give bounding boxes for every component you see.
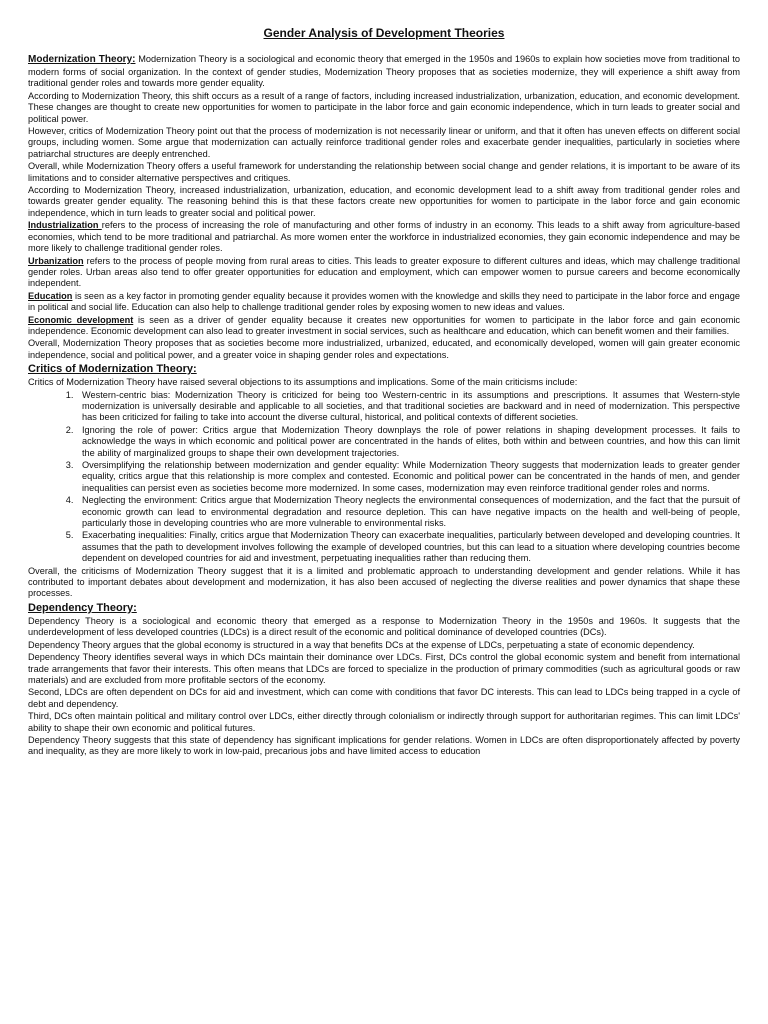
modernization-intro-paragraph [28,53,740,90]
list-item: 1. Western-centric bias: Modernization Theory is criticized for being too Western-centric in its assumptions and prescriptions. It assumes that Western-style modernization is universally desirable and applicable to all societies, and that traditional societies are backward and in need of modernization. This perspective has been criticized for failing to take into account the diverse cultural, historical, and political contexts of different societies. [76,390,740,424]
economic-development-term: Economic development [28,314,134,325]
industrialization-text: refers to the process of increasing the role of manufacturing and other forms of industry in an economy. This leads to a shift away from agriculture-based economies, which tend to be more traditional and patriarchal. As more women enter the workforce in industrialized economies, they gain economic independence and may be more likely to challenge traditional gender roles. [28,220,740,254]
critics-list [28,390,740,565]
paragraph: Dependency Theory argues that the global economy is structured in a way that benefits DCs at the expense of LDCs, perpetuating a state of economic dependency. [28,639,695,650]
modernization-heading: Modernization Theory: [28,54,136,65]
list-item: 4. Neglecting the environment: Critics argue that Modernization Theory neglects the environmental consequences of modernization, and the fact that the pursuit of economic growth can lead to environmental degradation and resource depletion. This can have negative impacts on the health and well-being of people, particularly those in developing countries who are more vulnerable to environmental risks. [76,495,740,529]
document-title: Gender Analysis of Development Theories [263,26,505,40]
paragraph: Second, LDCs are often dependent on DCs for aid and investment, which can come with conditions that favor DC interests. This can lead to LDCs being trapped in a cycle of debt and dependency. [28,687,740,709]
paragraph: Dependency Theory is a sociological and economic theory that emerged as a response to Modernization Theory in the 1950s and 1960s. It suggests that the underdevelopment of less developed countries (LDCs) is a direct result of the economic and political dominance of developed countries (DCs). [28,615,740,638]
paragraph: Overall, Modernization Theory proposes that as societies become more industrialized, urbanized, educated, and economically developed, women will gain greater economic independence, social and political power, and a greater voice in shaping gender roles and expectations. [28,338,740,360]
urbanization-paragraph [28,256,740,290]
paragraph: Third, DCs often maintain political and military control over LDCs, either directly through colonialism or indirectly through support for authoritarian regimes. This can limit LDCs' ability to shape their own economic and political futures. [28,711,740,733]
economic-development-text: is seen as a driver of gender equality because it creates new opportunities for women to participate in the labor force and gain economic independence. Economic development can also lead to greater investment in social services, such as healthcare and education, which can benefit women and their families. [28,314,740,336]
economic-development-paragraph [28,315,740,338]
critics-intro: Critics of Modernization Theory have raised several objections to its assumptions and implications. Some of the main criticisms include: [28,377,578,388]
document-page [28,26,740,759]
paragraph: Dependency Theory suggests that this state of dependency has significant implications for gender relations. Women in LDCs are often disproportionately affected by poverty and inequality, as they are more likely to work in low-paid, precarious jobs and have limited access to education [28,734,740,757]
education-paragraph [28,291,740,314]
list-item: 5. Exacerbating inequalities: Finally, critics argue that Modernization Theory can exacerbate inequalities, particularly between developed and developing countries. It assumes that the path to development involves following the example of developed countries, but this can lead to a situation where developing countries become dependent on developed countries for aid and investment, perpetuating inequalities rather than reducing them. [76,530,740,564]
paragraph: Dependency Theory identifies several ways in which DCs maintain their dominance over LDCs. First, DCs control the global economic system and benefit from international trade arrangements that favor their interests. This often means that LDCs are forced to specialize in the production of primary commodities (such as agricultural goods or raw materials) and are excluded from more profitable sectors of the economy. [28,652,740,685]
industrialization-paragraph [28,220,740,254]
education-term: Education [28,290,73,301]
critics-conclusion: Overall, the criticisms of Modernization Theory suggest that it is a limited and problematic approach to understanding development and gender relations. While it has contributed to important debates about development and modernization, it has also been accused of neglecting the diverse realities and power dynamics that shape these processes. [28,565,740,599]
list-item: 2. Ignoring the role of power: Critics argue that Modernization Theory downplays the role of power relations in shaping development processes. It fails to acknowledge the ways in which economic and political power are concentrated in the hands of elites, both within and between countries, and how this can limit the ability of marginalized groups to shape their own development trajectories. [76,425,740,459]
paragraph: According to Modernization Theory, increased industrialization, urbanization, education, and economic development lead to a shift away from traditional gender roles and towards greater gender equality. The reasoning behind this is that these factors create new opportunities for women to participate in the labor force and gain economic independence, which in turn leads to greater social and political power. [28,185,740,218]
paragraph: Overall, while Modernization Theory offers a useful framework for understanding the relationship between social change and gender relations, it is important to be aware of its limitations and to consider alternative perspectives and critiques. [28,161,740,183]
paragraph: According to Modernization Theory, this shift occurs as a result of a range of factors, including increased industrialization, urbanization, education, and economic development. These changes are thought to create new opportunities for women to participate in the labor force and gain economic independence, which in turn leads to greater social and political power. [28,90,740,124]
critics-heading: Critics of Modernization Theory: [28,363,197,376]
urbanization-term: Urbanization [28,255,84,266]
modernization-intro-text: Modernization Theory is a sociological and economic theory that emerged in the 1950s and 1960s to explain how societies move from traditional to modern forms of social organization. In the context of gender studies, Modernization Theory proposes that as societies modernize, they will experience a shift away from traditional gender roles and towards more gender equality. [28,54,740,89]
urbanization-text: refers to the process of people moving from rural areas to cities. This leads to greater exposure to different cultures and ideas, which may challenge traditional gender roles. Urban areas also tend to offer greater opportunities for education and employment, which can empower women to pursue careers and become economically independent. [28,255,740,289]
education-text: is seen as a key factor in promoting gender equality because it provides women with the knowledge and skills they need to participate in the labor force and engage in political and social life. Education can also help to challenge traditional gender roles by exposing women to new ideas and values. [28,290,740,313]
industrialization-term: Industrialization [28,220,102,231]
paragraph: However, critics of Modernization Theory point out that the process of modernization is not necessarily linear or uniform, and that it often has uneven effects on different social groups, including women. Some argue that modernization can actually reinforce traditional gender roles and exacerbate gender inequalities, particularly in societies where patriarchal structures are deeply entrenched. [28,126,740,159]
dependency-heading: Dependency Theory: [28,601,137,614]
list-item: 3. Oversimplifying the relationship between modernization and gender equality: While Modernization Theory suggests that modernization leads to greater gender equality, critics argue that this relationship is more complex and contested. Economic and political power can be concentrated in the hands of men, and gender inequalities can persist even as societies become more modernized. In some cases, modernization may even reinforce traditional gender roles and norms. [76,460,740,494]
